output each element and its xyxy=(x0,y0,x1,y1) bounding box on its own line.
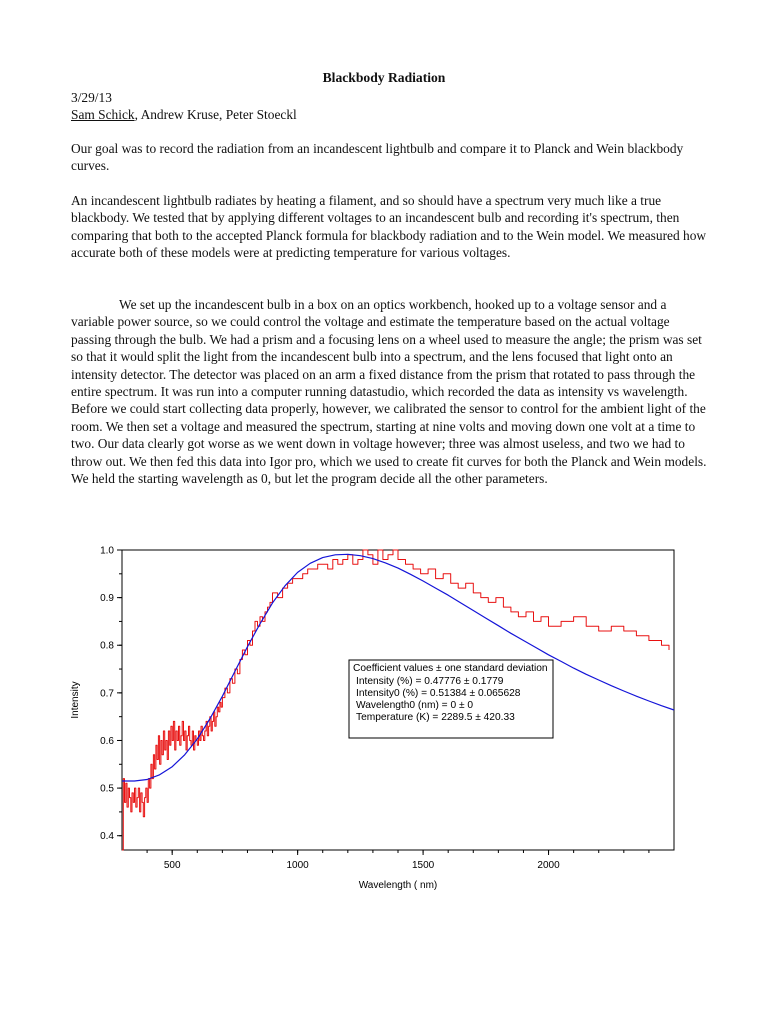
y-tick-label: 0.8 xyxy=(100,640,114,652)
paragraph-method: We set up the incandescent bulb in a box on an optics workbench, hooked up to a voltage sensor and a variable power source, so we could control the voltage and estimate the temperature based on the actual voltage passing through the bulb. We had a prism and a focusing lens on a wheel used to measure the angle; the prism was set so that it would split the light from the incandescent bulb into a spectrum, and the lens focused that light onto an intensity detector. The detector was placed on an arm a fixed distance from the prism that rotated to pass through the entire spectrum. It was run into a computer running datastudio, which recorded the data as intensity vs wavelength. Before we could start collecting data properly, however, we calibrated the sensor to control for the ambient light of the room. We then set a voltage and measured the spectrum, starting at nine volts and moving down one volt at a time to two. Our data clearly got worse as we went down in voltage however; three was almost useless, and two we had to throw out. We then fed this data into Igor pro, which we used to create fit curves for both the Planck and Wein models. We held the starting wavelength as 0, but let the program decide all the other parameters. xyxy=(71,297,707,487)
x-tick-label: 1000 xyxy=(286,860,309,871)
x-tick-label: 2000 xyxy=(537,860,560,871)
y-tick-label: 0.9 xyxy=(100,593,114,605)
spectrum-figure xyxy=(60,536,760,896)
y-tick-label: 0.4 xyxy=(100,831,114,843)
x-axis-label: Wavelength ( nm) xyxy=(358,880,438,891)
co-authors: , Andrew Kruse, Peter Stoeckl xyxy=(134,107,297,122)
x-axis xyxy=(147,850,649,871)
coefficient-line-2: Intensity0 (%) = 0.51384 ± 0.065628 xyxy=(356,688,521,699)
coefficient-line-3: Wavelength0 (nm) = 0 ± 0 xyxy=(356,700,474,711)
author-line xyxy=(71,107,297,123)
x-tick-label: 1500 xyxy=(411,860,435,871)
y-tick-label: 0.6 xyxy=(100,735,114,747)
y-tick-label: 1.0 xyxy=(100,545,114,557)
coefficient-line-4: Temperature (K) = 2289.5 ± 420.33 xyxy=(356,712,515,723)
spectrum-chart xyxy=(60,536,760,896)
document-title: Blackbody Radiation xyxy=(322,70,446,85)
document-date: 3/29/13 xyxy=(71,90,112,105)
paragraph-background: An incandescent lightbulb radiates by heating a filament, and so should have a spectrum very much like a true blackbody. We tested that by applying different voltages to an incandescent bulb and recording it's spectrum, then comparing that both to the accepted Planck formula for blackbody radiation and to the Wein model. We measured how accurate both of these models were at predicting temperature for various voltages. xyxy=(71,193,707,261)
lead-author: Sam Schick xyxy=(71,107,135,122)
y-tick-label: 0.7 xyxy=(100,688,114,700)
coefficient-line-1: Intensity (%) = 0.47776 ± 0.1779 xyxy=(356,676,504,687)
y-axis xyxy=(100,546,122,843)
x-tick-label: 500 xyxy=(163,860,181,871)
y-tick-label: 0.5 xyxy=(100,783,114,795)
coefficient-line-0: Coefficient values ± one standard deviation xyxy=(353,663,548,674)
paragraph-goal: Our goal was to record the radiation from an incandescent lightbulb and compare it to Planck and Wein blackbody curves. xyxy=(71,141,684,174)
coefficient-box xyxy=(349,660,553,738)
y-axis-label: Intensity xyxy=(70,681,81,719)
